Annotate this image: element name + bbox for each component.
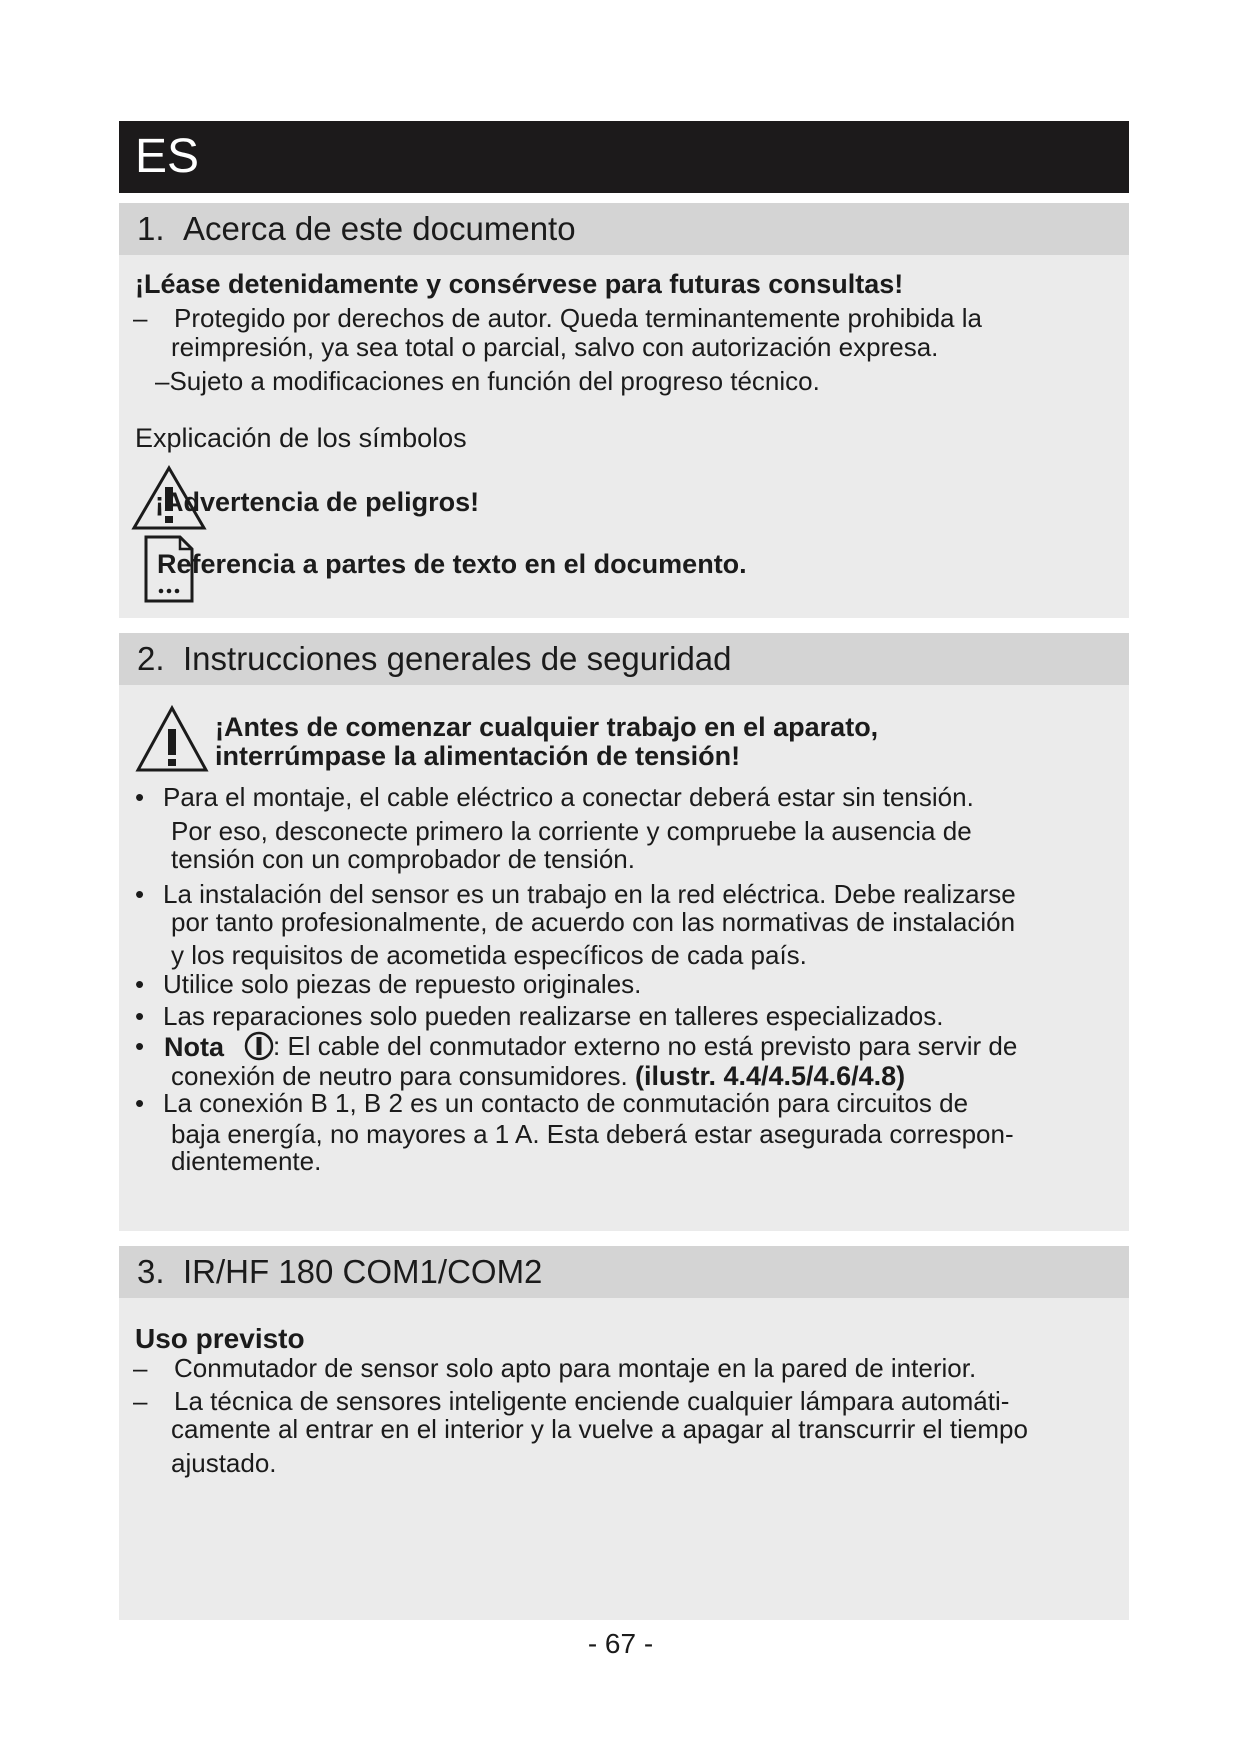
info-circle-icon (243, 1030, 275, 1062)
subject-to-change: –Sujeto a modificaciones en función del progreso técnico. (155, 366, 820, 396)
safety-warning-line-2: interrúmpase la alimentación de tensión! (215, 741, 741, 771)
section-2-title: Instrucciones generales de seguridad (183, 640, 732, 677)
bullet-6-line-1: La conexión B 1, B 2 es un contacto de conmutación para circuitos de (163, 1088, 969, 1118)
bullet-marker: • (135, 1001, 145, 1031)
bullet-5-line-2 (171, 1061, 905, 1091)
reference-symbol-text: Referencia a partes de texto en el documento. (157, 549, 747, 579)
bullet-6-line-3: dientemente. (171, 1146, 322, 1176)
section-1-heading (119, 203, 1129, 255)
section-1-title: Acerca de este documento (183, 210, 576, 247)
intended-use-title: Uso previsto (135, 1323, 305, 1354)
section-3-number: 3. (137, 1253, 165, 1290)
note-label: Nota (164, 1032, 224, 1062)
dash-marker: – (133, 1353, 148, 1383)
dash-marker: – (133, 1386, 148, 1416)
warning-symbol-text: ¡Advertencia de peligros! (155, 487, 480, 517)
section-product (119, 1246, 1129, 1620)
bullet-5-line-1: : El cable del conmutador externo no está previsto para servir de (273, 1031, 1018, 1061)
bullet-5-text: conexión de neutro para consumidores. (171, 1061, 628, 1091)
bullet-6-line-2: baja energía, no mayores a 1 A. Esta deberá estar asegurada correspon- (171, 1119, 1014, 1149)
read-notice: ¡Léase detenidamente y consérvese para futuras consultas! (135, 269, 904, 299)
bullet-1-line-2: Por eso, desconecte primero la corriente y compruebe la ausencia de (171, 816, 972, 846)
warning-triangle-icon (135, 705, 209, 773)
copyright-line-2: reimpresión, ya sea total o parcial, salvo con autorización expresa. (171, 332, 939, 362)
page-number: - 67 - (587, 1628, 654, 1659)
bullet-marker: • (135, 879, 145, 909)
bullet-2-line-2: por tanto profesionalmente, de acuerdo con las normativas de instalación (171, 907, 1016, 937)
bullet-2-line-1: La instalación del sensor es un trabajo en la red eléctrica. Debe realizarse (163, 879, 1016, 909)
dash-marker: – (133, 303, 148, 333)
use-line-1: Conmutador de sensor solo apto para montaje en la pared de interior. (174, 1353, 977, 1383)
section-1-number: 1. (137, 210, 165, 247)
section-2-heading (119, 633, 1129, 685)
bullet-marker: • (135, 1031, 145, 1061)
language-header: ES (119, 121, 1129, 193)
use-line-2: La técnica de sensores inteligente enciende cualquier lámpara automáti- (174, 1386, 1010, 1416)
bullet-4: Las reparaciones solo pueden realizarse en talleres especializados. (163, 1001, 944, 1031)
bullet-1-line-3: tensión con un comprobador de tensión. (171, 844, 635, 874)
bullet-1-line-1: Para el montaje, el cable eléctrico a conectar deberá estar sin tensión. (163, 782, 974, 812)
bullet-marker: • (135, 782, 145, 812)
bullet-2-line-3: y los requisitos de acometida específicos de cada país. (171, 940, 807, 970)
bullet-marker: • (135, 1088, 145, 1118)
bullet-3: Utilice solo piezas de repuesto originales. (163, 969, 642, 999)
section-about-document (119, 203, 1129, 618)
illustration-reference: (ilustr. 4.4/4.5/4.6/4.8) (634, 1061, 906, 1091)
bullet-marker: • (135, 969, 145, 999)
safety-warning-line-1: ¡Antes de comenzar cualquier trabajo en el aparato, (215, 712, 879, 742)
section-safety-instructions (119, 633, 1129, 1231)
symbols-title: Explicación de los símbolos (135, 423, 467, 453)
section-3-heading (119, 1246, 1129, 1298)
use-line-3: camente al entrar en el interior y la vuelve a apagar al transcurrir el tiempo (171, 1414, 1028, 1444)
copyright-line-1: Protegido por derechos de autor. Queda terminantemente prohibida la (174, 303, 982, 333)
section-2-number: 2. (137, 640, 165, 677)
use-line-4: ajustado. (171, 1448, 277, 1478)
section-3-title: IR/HF 180 COM1/COM2 (183, 1253, 543, 1290)
